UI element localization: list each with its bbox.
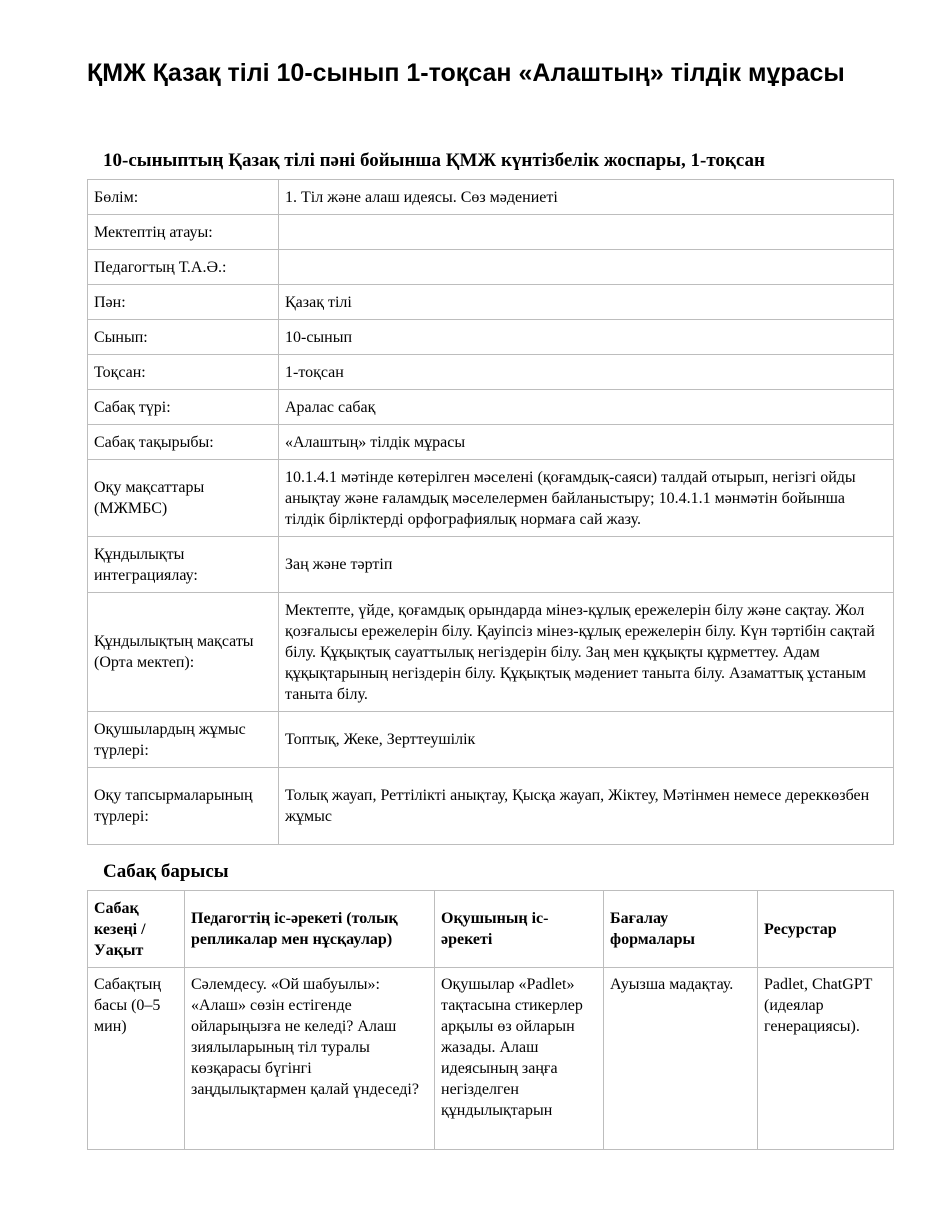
table-cell: Сабақтың басы (0–5 мин)	[88, 968, 185, 1150]
column-header: Бағалау формалары	[604, 891, 758, 968]
info-label: Құндылықтың мақсаты (Орта мектеп):	[88, 593, 279, 712]
info-value: Заң және тәртіп	[279, 537, 894, 593]
info-value: Аралас сабақ	[279, 390, 894, 425]
table-row	[88, 768, 894, 845]
lesson-info-table	[87, 179, 894, 845]
table-row	[88, 320, 894, 355]
info-value	[279, 250, 894, 285]
info-value	[279, 215, 894, 250]
table-row	[88, 390, 894, 425]
table-row	[88, 537, 894, 593]
info-value: 10-сынып	[279, 320, 894, 355]
lesson-flow-table	[87, 890, 894, 1150]
info-value: 1. Тіл және алаш идеясы. Сөз мәдениеті	[279, 180, 894, 215]
table-row	[88, 968, 894, 1150]
table-row	[88, 355, 894, 390]
table-cell: Оқушылар «Padlet» тақтасына стикерлер арқылы өз ойларын жазады. Алаш идеясының заңға негізделген құндылықтарын	[435, 968, 604, 1150]
info-value: «Алаштың» тілдік мұрасы	[279, 425, 894, 460]
table-row	[88, 215, 894, 250]
table-row	[88, 285, 894, 320]
column-header: Педагогтің іс-әрекеті (толық репликалар мен нұсқаулар)	[185, 891, 435, 968]
plan-heading: 10-сыныптың Қазақ тілі пәні бойынша ҚМЖ күнтізбелік жоспары, 1-тоқсан	[103, 150, 765, 171]
info-label: Пән:	[88, 285, 279, 320]
info-label: Сынып:	[88, 320, 279, 355]
page-title: ҚМЖ Қазақ тілі 10-сынып 1-тоқсан «Алаштың» тілдік мұрасы	[87, 59, 845, 87]
table-cell: Ауызша мадақтау.	[604, 968, 758, 1150]
lesson-heading: Сабақ барысы	[103, 861, 229, 882]
info-label: Бөлім:	[88, 180, 279, 215]
info-value: 10.1.4.1 мәтінде көтерілген мәселені (қоғамдық-саяси) талдай отырып, негізгі ойды анықтау және ғаламдық мәселелермен байланыстыру; 10.4.1.1 мәнмәтін бойынша тілдік бірліктерді орфографиялық нормаға сай жазу.	[279, 460, 894, 537]
info-value: Топтық, Жеке, Зерттеушілік	[279, 712, 894, 768]
info-label: Оқушылардың жұмыс түрлері:	[88, 712, 279, 768]
table-row	[88, 180, 894, 215]
table-row	[88, 460, 894, 537]
info-value: Толық жауап, Реттілікті анықтау, Қысқа жауап, Жіктеу, Мәтінмен немесе дереккөзбен жұмыс	[279, 768, 894, 845]
info-value: Мектепте, үйде, қоғамдық орындарда мінез-құлық ережелерін білу және сақтау. Жол қозғалысы ережелерін білу. Қауіпсіз мінез-құлық ережелерін білу. Күн тәртібін сақтай білу. Құқықтық сауаттылық негіздерін білу. Заң мен құқықты құрметтеу. Адам құқықтарының негіздерін білу. Құқықтық мәдениет таныта білу. Азаматтық ұстаным таныта білу.	[279, 593, 894, 712]
info-label: Сабақ тақырыбы:	[88, 425, 279, 460]
table-row	[88, 712, 894, 768]
table-row	[88, 593, 894, 712]
info-label: Педагогтың Т.А.Ә.:	[88, 250, 279, 285]
table-header-row	[88, 891, 894, 968]
info-value: 1-тоқсан	[279, 355, 894, 390]
column-header: Ресурстар	[758, 891, 894, 968]
info-label: Оқу тапсырмаларының түрлері:	[88, 768, 279, 845]
table-row	[88, 425, 894, 460]
column-header: Сабақ кезеңі / Уақыт	[88, 891, 185, 968]
info-value: Қазақ тілі	[279, 285, 894, 320]
info-label: Сабақ түрі:	[88, 390, 279, 425]
column-header: Оқушының іс-әрекеті	[435, 891, 604, 968]
info-label: Оқу мақсаттары (МЖМБС)	[88, 460, 279, 537]
table-row	[88, 250, 894, 285]
info-label: Мектептің атауы:	[88, 215, 279, 250]
info-label: Құндылықты интеграциялау:	[88, 537, 279, 593]
table-cell: Сәлемдесу. «Ой шабуылы»: «Алаш» сөзін естігенде ойларыңызға не келеді? Алаш зиялыларының тіл туралы көзқарасы бүгінгі заңдылықтармен қалай үндеседі?	[185, 968, 435, 1150]
info-label: Тоқсан:	[88, 355, 279, 390]
table-cell: Padlet, ChatGPT (идеялар генерациясы).	[758, 968, 894, 1150]
